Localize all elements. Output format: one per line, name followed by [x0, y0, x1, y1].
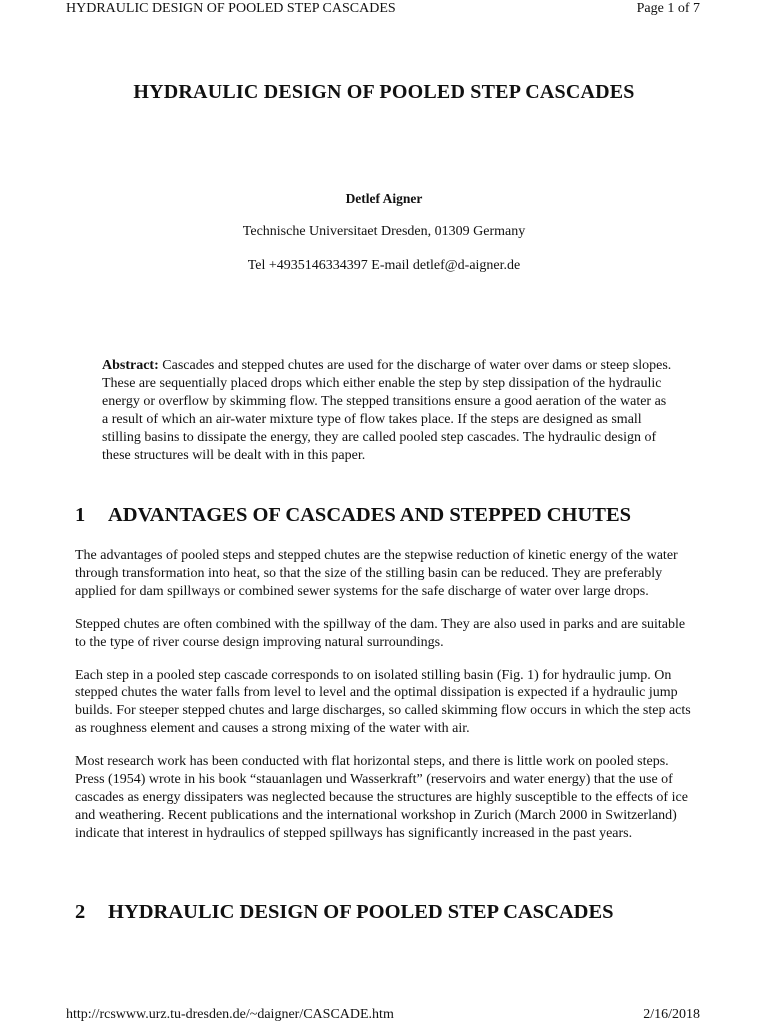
author-contact: Tel +4935146334397 E-mail detlef@d-aigner.de	[247, 258, 521, 273]
section-heading-2	[75, 900, 715, 924]
running-footer	[66, 1006, 700, 1024]
paragraph: Stepped chutes are often combined with the spillway of the dam. They are also used in parks and are suitable to the type of river course design improving natural surroundings.	[75, 616, 686, 650]
abstract-label: Abstract:	[102, 358, 159, 373]
footer-url: http://rcswww.urz.tu-dresden.de/~daigner/CASCADE.htm	[66, 1007, 394, 1022]
page-number: Page 1 of 7	[636, 1, 700, 16]
section-title: ADVANTAGES OF CASCADES AND STEPPED CHUTES	[108, 504, 632, 526]
abstract	[102, 357, 672, 464]
section-number: 1	[75, 504, 86, 526]
paragraph: Most research work has been conducted with flat horizontal steps, and there is little work on pooled steps. Press (1954) wrote in his book “stauanlagen und Wasserkraft” (reservoirs and water energy) that the use of cascades as energy dissipaters was neglected because the structures are highly susceptible to the effects of ice and weathering. Recent publications and the international workshop in Zurich (March 2000 in Switzerland) indicate that interest in hydraulics of stepped spillways has significantly increased in the past years.	[75, 754, 688, 841]
author-name: Detlef Aigner	[345, 191, 423, 206]
section-1-body	[75, 547, 693, 858]
document-title: HYDRAULIC DESIGN OF POOLED STEP CASCADES	[133, 81, 635, 103]
running-header	[66, 0, 700, 20]
paragraph: Each step in a pooled step cascade corresponds to on isolated stilling basin (Fig. 1) for hydraulic jump. On stepped chutes the water falls from level to level and the optimal dissipation is expected if a hydraulic jump builds. For steeper stepped chutes and large discharges, so called skimming flow occurs in which the step acts as roughness element and causes a strong mixing of the water with air.	[75, 667, 691, 737]
abstract-text: Cascades and stepped chutes are used for the discharge of water over dams or steep slopes. These are sequentially placed drops which either enable the step by step dissipation of the hydraulic energy or overflow by skimming flow. The stepped transitions ensure a good aeration of the water as a result of which an air-water mixture type of flow takes place. If the steps are designed as small stilling basins to dissipate the energy, they are called pooled step cascades. The hydraulic design of these structures will be dealt with in this paper.	[102, 358, 672, 463]
section-number: 2	[75, 901, 86, 923]
footer-date: 2/16/2018	[643, 1007, 700, 1022]
section-heading-1	[75, 503, 715, 527]
header-title: HYDRAULIC DESIGN OF POOLED STEP CASCADES	[66, 1, 396, 16]
section-title: HYDRAULIC DESIGN OF POOLED STEP CASCADES	[108, 901, 614, 923]
author-affiliation: Technische Universitaet Dresden, 01309 Germany	[242, 224, 526, 239]
paragraph: The advantages of pooled steps and stepped chutes are the stepwise reduction of kinetic energy of the water through transformation into heat, so that the size of the stilling basin can be reduced. They are preferably applied for dam spillways or combined sewer systems for the safe discharge of water over large drops.	[75, 548, 678, 599]
